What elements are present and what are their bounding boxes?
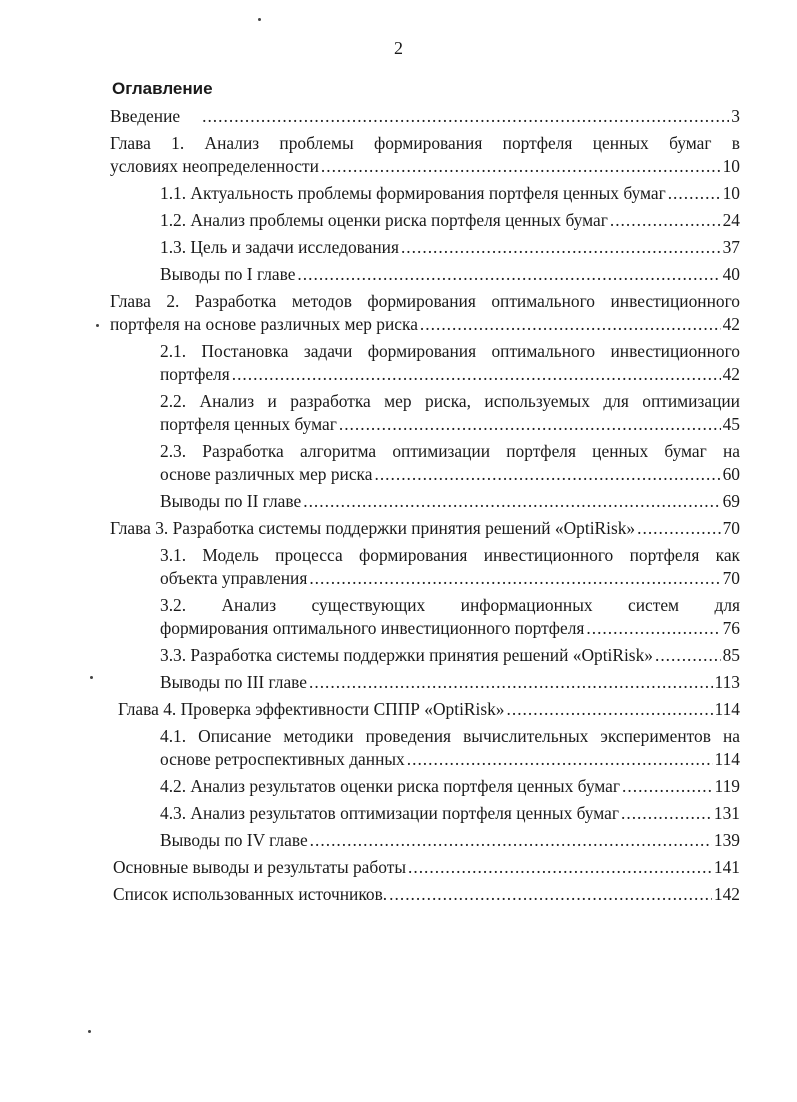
- dot-leader: [407, 748, 713, 771]
- toc-entry-intro[interactable]: [0, 105, 797, 128]
- toc-entry-title: Введение: [110, 106, 181, 126]
- dot-leader: [389, 883, 712, 906]
- dot-leader: [507, 698, 713, 721]
- toc-entry-page: 45: [722, 414, 740, 434]
- toc-entry-title: портфеля на основе различных мер риска: [110, 314, 418, 334]
- toc-entry-section-1-1[interactable]: [0, 182, 797, 205]
- toc-entry-page: 37: [722, 237, 740, 257]
- dot-leader: [374, 463, 720, 486]
- toc-entry-title: Глава 3. Разработка системы поддержки принятия решений «OptiRisk»: [110, 518, 636, 538]
- dot-leader: [339, 413, 721, 436]
- toc-entry-section-3-3[interactable]: [0, 644, 797, 667]
- toc-entry-page: 60: [722, 464, 740, 484]
- toc-entry-title: формирования оптимального инвестиционного портфеля: [160, 618, 585, 638]
- dot-leader: [668, 182, 721, 205]
- toc-entry-title-line: Глава 1. Анализ проблемы формирования портфеля ценных бумаг в: [110, 133, 740, 153]
- toc-entry-section-4-2[interactable]: [0, 775, 797, 798]
- toc-entry-page: 40: [722, 264, 740, 284]
- toc-entry-title: Глава 4. Проверка эффективности СППР «OptiRisk»: [118, 699, 505, 719]
- dot-leader: [202, 105, 729, 128]
- toc-entry-references[interactable]: [0, 883, 797, 906]
- dot-leader: [586, 617, 720, 640]
- toc-entry-page: 70: [722, 568, 740, 588]
- scan-speck: [88, 1030, 91, 1033]
- toc-entry-section-2-2[interactable]: [0, 390, 797, 436]
- toc-entry-page: 141: [713, 857, 740, 877]
- toc-entry-title: условиях неопределенности: [110, 156, 319, 176]
- toc-entry-chapter-2[interactable]: [0, 290, 797, 336]
- dot-leader: [232, 363, 721, 386]
- toc-entry-title: Выводы по II главе: [160, 491, 302, 511]
- scan-speck: [258, 18, 261, 21]
- dot-leader: [309, 567, 720, 590]
- toc-entry-title: портфеля ценных бумаг: [160, 414, 337, 434]
- toc-entry-title: Выводы по I главе: [160, 264, 296, 284]
- dot-leader: [655, 644, 721, 667]
- toc-entry-page: 70: [722, 518, 740, 538]
- toc-entry-section-1-2[interactable]: [0, 209, 797, 232]
- toc-heading: Оглавление: [112, 79, 213, 98]
- toc-entry-page: 24: [722, 210, 740, 230]
- toc-entry-page: 69: [722, 491, 740, 511]
- toc-entry-title-line: 3.1. Модель процесса формирования инвестиционного портфеля как: [160, 545, 740, 565]
- toc-entry-chapter-3[interactable]: [0, 517, 797, 540]
- dot-leader: [408, 856, 712, 879]
- toc-entry-conclusions-2[interactable]: [0, 490, 797, 513]
- toc-entry-title-line: 4.1. Описание методики проведения вычислительных экспериментов на: [160, 726, 740, 746]
- toc-entry-page: 42: [722, 364, 740, 384]
- toc-entry-title-line: Глава 2. Разработка методов формирования оптимального инвестиционного: [110, 291, 740, 311]
- toc-entry-chapter-4[interactable]: [0, 698, 797, 721]
- toc-entry-title: 1.2. Анализ проблемы оценки риска портфеля ценных бумаг: [160, 210, 608, 230]
- dot-leader: [621, 802, 712, 825]
- dot-leader: [637, 517, 720, 540]
- toc-entry-page: 10: [722, 156, 740, 176]
- toc-entry-title: 4.2. Анализ результатов оценки риска портфеля ценных бумаг: [160, 776, 621, 796]
- toc-entry-title: 1.3. Цель и задачи исследования: [160, 237, 399, 257]
- toc-entry-title: 1.1. Актуальность проблемы формирования портфеля ценных бумаг: [160, 183, 666, 203]
- toc-entry-title: Выводы по IV главе: [160, 830, 308, 850]
- dot-leader: [420, 313, 721, 336]
- dot-leader: [401, 236, 721, 259]
- toc-entry-title: объекта управления: [160, 568, 308, 588]
- toc-entry-page: 113: [714, 672, 740, 692]
- toc-entry-section-3-1[interactable]: [0, 544, 797, 590]
- toc-entry-title: основе различных мер риска: [160, 464, 373, 484]
- toc-entry-section-1-3[interactable]: [0, 236, 797, 259]
- toc-entry-section-3-2[interactable]: [0, 594, 797, 640]
- toc-entry-page: 142: [713, 884, 740, 904]
- toc-entry-title: портфеля: [160, 364, 230, 384]
- toc-entry-section-2-1[interactable]: [0, 340, 797, 386]
- toc-entry-section-4-3[interactable]: [0, 802, 797, 825]
- toc-entry-conclusions-4[interactable]: [0, 829, 797, 852]
- toc-entry-section-4-1[interactable]: [0, 725, 797, 771]
- dot-leader: [303, 490, 720, 513]
- dot-leader: [297, 263, 720, 286]
- dot-leader: [309, 671, 713, 694]
- toc-entry-page: 42: [722, 314, 740, 334]
- toc-entry-page: 3: [731, 106, 740, 126]
- toc-entry-page: 114: [714, 749, 740, 769]
- dot-leader: [321, 155, 721, 178]
- toc-entry-page: 114: [714, 699, 740, 719]
- toc-entry-page: 85: [722, 645, 740, 665]
- toc-entry-page: 131: [713, 803, 740, 823]
- toc-entry-page: 119: [714, 776, 740, 796]
- toc-entry-title-line: 2.3. Разработка алгоритма оптимизации портфеля ценных бумаг на: [160, 441, 740, 461]
- table-of-contents: [0, 105, 797, 906]
- dot-leader: [622, 775, 713, 798]
- toc-entry-title: 4.3. Анализ результатов оптимизации портфеля ценных бумаг: [160, 803, 619, 823]
- toc-entry-title: 3.3. Разработка системы поддержки принятия решений «OptiRisk»: [160, 645, 653, 665]
- toc-entry-page: 76: [722, 618, 740, 638]
- toc-entry-title: Список использованных источников.: [113, 884, 388, 904]
- toc-entry-page: 10: [722, 183, 740, 203]
- toc-entry-title: Выводы по III главе: [160, 672, 307, 692]
- toc-entry-title: Основные выводы и результаты работы: [113, 857, 406, 877]
- dot-leader: [610, 209, 721, 232]
- toc-entry-chapter-1[interactable]: [0, 132, 797, 178]
- toc-entry-title-line: 2.1. Постановка задачи формирования оптимального инвестиционного: [160, 341, 740, 361]
- toc-entry-conclusions-3[interactable]: [0, 671, 797, 694]
- toc-entry-conclusions-1[interactable]: [0, 263, 797, 286]
- toc-entry-title-line: 2.2. Анализ и разработка мер риска, используемых для оптимизации: [160, 391, 740, 411]
- toc-entry-title-line: 3.2. Анализ существующих информационных систем для: [160, 595, 740, 615]
- toc-entry-page: 139: [713, 830, 740, 850]
- toc-entry-title: основе ретроспективных данных: [160, 749, 405, 769]
- toc-entry-main-conclusions[interactable]: [0, 856, 797, 879]
- page-number: 2: [394, 38, 403, 58]
- toc-entry-section-2-3[interactable]: [0, 440, 797, 486]
- dot-leader: [310, 829, 712, 852]
